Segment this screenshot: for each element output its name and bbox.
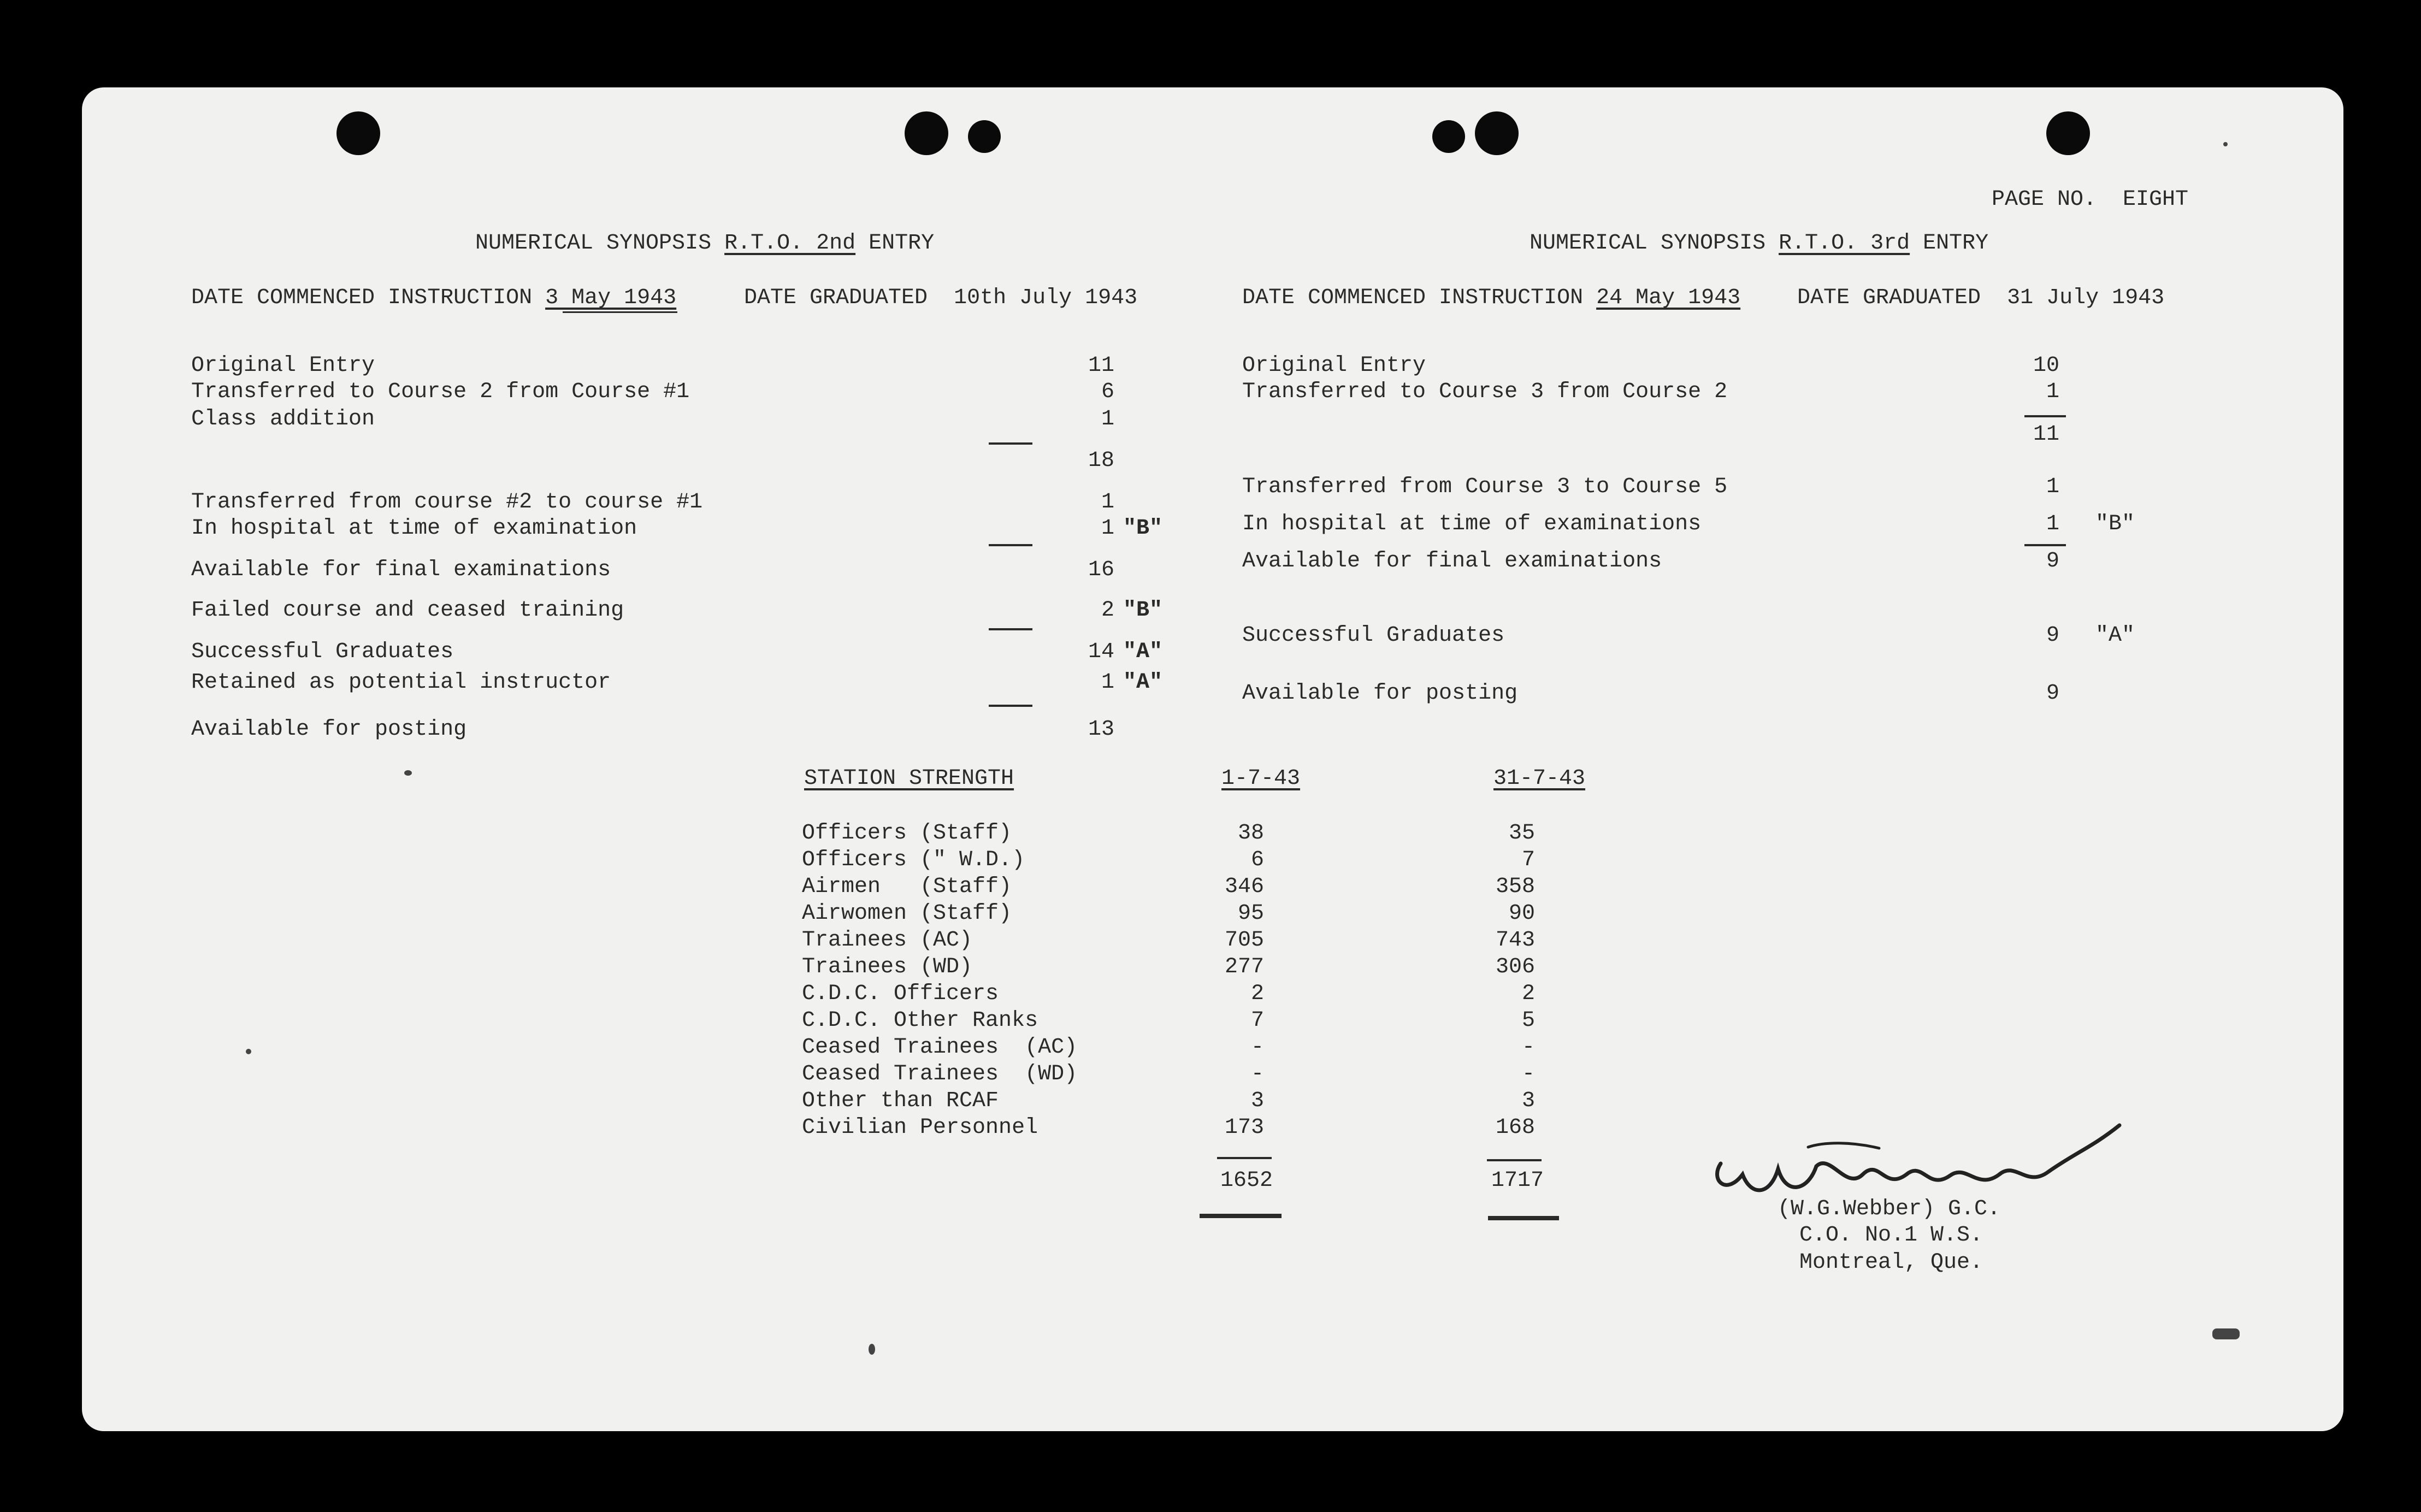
synopsis-row-value: 9 [2046, 681, 2059, 706]
station-total-2: 1717 [1491, 1168, 1544, 1193]
station-row-label: Airwomen (Staff) [802, 901, 1012, 926]
right-commenced-value: 24 May 1943 [1596, 286, 1741, 310]
left-commenced-label: DATE COMMENCED INSTRUCTION [191, 286, 546, 310]
station-row-value-1: 2 [1250, 982, 1264, 1006]
station-row-value-2: 5 [1521, 1008, 1535, 1033]
station-row-value-1: 277 [1224, 955, 1264, 979]
synopsis-row-label: Transferred to Course 3 from Course 2 [1242, 380, 1728, 404]
paper-speck [2223, 142, 2228, 146]
station-row-label: C.D.C. Other Ranks [802, 1008, 1038, 1033]
signatory-title: C.O. No.1 W.S. [1799, 1223, 1983, 1248]
station-row-label: Officers (Staff) [802, 821, 1012, 846]
right-graduated [1797, 287, 2164, 309]
punch-hole [2046, 111, 2090, 155]
station-row-value-1: 173 [1224, 1115, 1264, 1140]
synopsis-row-value: 10 [2033, 353, 2059, 378]
synopsis-row-label: Class addition [191, 407, 375, 432]
station-col2-header: 31-7-43 [1493, 766, 1586, 791]
handwritten-signature [1699, 1114, 2136, 1207]
station-row-value-2: 743 [1495, 928, 1535, 953]
station-row-value-2: 3 [1521, 1089, 1535, 1113]
synopsis-row-value: 2 [1101, 598, 1114, 623]
station-row-label: Civilian Personnel [802, 1115, 1038, 1140]
synopsis-row-value: 1 [1101, 490, 1114, 515]
page-number: PAGE NO. EIGHT [1992, 187, 2189, 212]
station-row-value-1: 95 [1237, 901, 1264, 926]
station-row-label: Trainees (WD) [802, 955, 973, 979]
synopsis-row-value: 1 [2046, 380, 2059, 404]
synopsis-row-label: Transferred to Course 2 from Course #1 [191, 380, 690, 404]
station-row-label: Ceased Trainees (AC) [802, 1035, 1078, 1060]
sum-rule [2024, 544, 2066, 546]
synopsis-row-label: In hospital at time of examination [191, 516, 637, 541]
sum-rule [989, 442, 1032, 445]
synopsis-row-label: Original Entry [191, 353, 375, 378]
station-row-value-1: 6 [1250, 848, 1264, 872]
document-sheet [82, 87, 2343, 1431]
synopsis-row-grade: "B" [2095, 512, 2135, 536]
station-row-value-2: 7 [1521, 848, 1535, 872]
left-title-course: R.T.O. 2nd [724, 231, 856, 256]
sum-rule [2024, 415, 2066, 417]
station-row-value-2: - [1521, 1062, 1535, 1086]
station-row-value-1: - [1250, 1062, 1264, 1086]
station-row-value-2: 35 [1508, 821, 1535, 846]
left-title-prefix: NUMERICAL SYNOPSIS [475, 231, 725, 256]
right-title-course: R.T.O. 3rd [1779, 231, 1910, 256]
synopsis-row-value: 1 [2046, 512, 2059, 536]
left-commenced [191, 287, 676, 309]
station-row-value-1: - [1250, 1035, 1264, 1060]
station-row-value-1: 705 [1224, 928, 1264, 953]
right-title [1530, 233, 1988, 255]
left-title [475, 233, 934, 255]
synopsis-row-label: Available for final examinations [191, 558, 611, 582]
station-row-value-2: 168 [1495, 1115, 1535, 1140]
synopsis-row-value: 9 [2046, 549, 2059, 574]
right-title-suffix: ENTRY [1910, 231, 1989, 256]
left-title-suffix: ENTRY [855, 231, 935, 256]
station-row-value-2: 358 [1495, 875, 1535, 899]
station-row-label: Ceased Trainees (WD) [802, 1062, 1078, 1086]
punch-hole [336, 111, 380, 155]
synopsis-row-value: 18 [1088, 448, 1114, 473]
synopsis-row-value: 1 [1101, 407, 1114, 432]
synopsis-row-value: 14 [1088, 640, 1114, 664]
synopsis-row-value: 1 [1101, 670, 1114, 695]
synopsis-row-grade: "A" [1123, 640, 1163, 664]
double-rule [1200, 1214, 1282, 1218]
synopsis-row-label: Available for posting [191, 717, 467, 742]
station-row-value-1: 3 [1250, 1089, 1264, 1113]
total-rule [1217, 1157, 1272, 1159]
synopsis-row-grade: "B" [1123, 598, 1163, 623]
station-strength-title: STATION STRENGTH [804, 766, 1014, 791]
left-commenced-value: 3 May 1943 [545, 286, 677, 310]
station-row-value-2: 306 [1495, 955, 1535, 979]
sum-rule [989, 628, 1032, 630]
punch-hole [1475, 111, 1519, 155]
paper-speck [869, 1344, 875, 1355]
punch-hole [905, 111, 948, 155]
synopsis-row-label: Retained as potential instructor [191, 670, 611, 695]
synopsis-row-value: 16 [1088, 558, 1114, 582]
right-commenced-label: DATE COMMENCED INSTRUCTION [1242, 286, 1597, 310]
synopsis-row-label: Transferred from Course 3 to Course 5 [1242, 475, 1728, 499]
station-row-label: Airmen (Staff) [802, 875, 1012, 899]
synopsis-row-label: Original Entry [1242, 353, 1426, 378]
punch-hole [1432, 120, 1465, 153]
right-graduated-value: 31 July 1943 [2007, 286, 2165, 310]
synopsis-row-grade: "A" [1123, 670, 1163, 695]
synopsis-row-value: 11 [1088, 353, 1114, 378]
synopsis-row-label: Available for final examinations [1242, 549, 1662, 574]
station-row-label: Officers (" W.D.) [802, 848, 1025, 872]
station-total-1: 1652 [1220, 1168, 1273, 1193]
sum-rule [989, 705, 1032, 707]
station-row-value-2: 90 [1508, 901, 1535, 926]
left-graduated [744, 287, 1137, 309]
synopsis-row-value: 6 [1101, 380, 1114, 404]
synopsis-row-value: 11 [2033, 422, 2059, 447]
synopsis-row-label: In hospital at time of examinations [1242, 512, 1702, 536]
synopsis-row-label: Transferred from course #2 to course #1 [191, 490, 703, 515]
station-row-value-2: 2 [1521, 982, 1535, 1006]
station-row-label: Trainees (AC) [802, 928, 973, 953]
station-row-value-2: - [1521, 1035, 1535, 1060]
sum-rule [989, 544, 1032, 546]
right-commenced [1242, 287, 1740, 309]
station-row-label: C.D.C. Officers [802, 982, 999, 1006]
synopsis-row-value: 1 [2046, 475, 2059, 499]
station-row-value-1: 38 [1237, 821, 1264, 846]
synopsis-row-grade: "A" [2095, 623, 2135, 648]
synopsis-row-label: Successful Graduates [191, 640, 454, 664]
paper-speck [82, 87, 87, 93]
double-rule [1488, 1216, 1559, 1220]
right-title-prefix: NUMERICAL SYNOPSIS [1530, 231, 1779, 256]
signatory-name: (W.G.Webber) G.C. [1778, 1197, 2001, 1221]
synopsis-row-value: 13 [1088, 717, 1114, 742]
right-graduated-label: DATE GRADUATED [1797, 286, 1981, 310]
paper-speck [404, 770, 412, 776]
synopsis-row-label: Successful Graduates [1242, 623, 1505, 648]
station-row-label: Other than RCAF [802, 1089, 999, 1113]
station-row-value-1: 346 [1224, 875, 1264, 899]
paper-speck [246, 1049, 251, 1054]
left-graduated-label: DATE GRADUATED [744, 286, 928, 310]
total-rule [1487, 1159, 1542, 1161]
synopsis-row-grade: "B" [1123, 516, 1163, 541]
punch-hole [968, 120, 1001, 153]
left-graduated-value: 10th July 1943 [954, 286, 1138, 310]
synopsis-row-value: 1 [1101, 516, 1114, 541]
station-col1-header: 1-7-43 [1221, 766, 1301, 791]
synopsis-row-label: Available for posting [1242, 681, 1518, 706]
underline-rule [563, 311, 677, 313]
signatory-place: Montreal, Que. [1799, 1250, 1983, 1275]
synopsis-row-value: 9 [2046, 623, 2059, 648]
synopsis-row-label: Failed course and ceased training [191, 598, 624, 623]
paper-speck [2212, 1328, 2240, 1339]
station-row-value-1: 7 [1250, 1008, 1264, 1033]
